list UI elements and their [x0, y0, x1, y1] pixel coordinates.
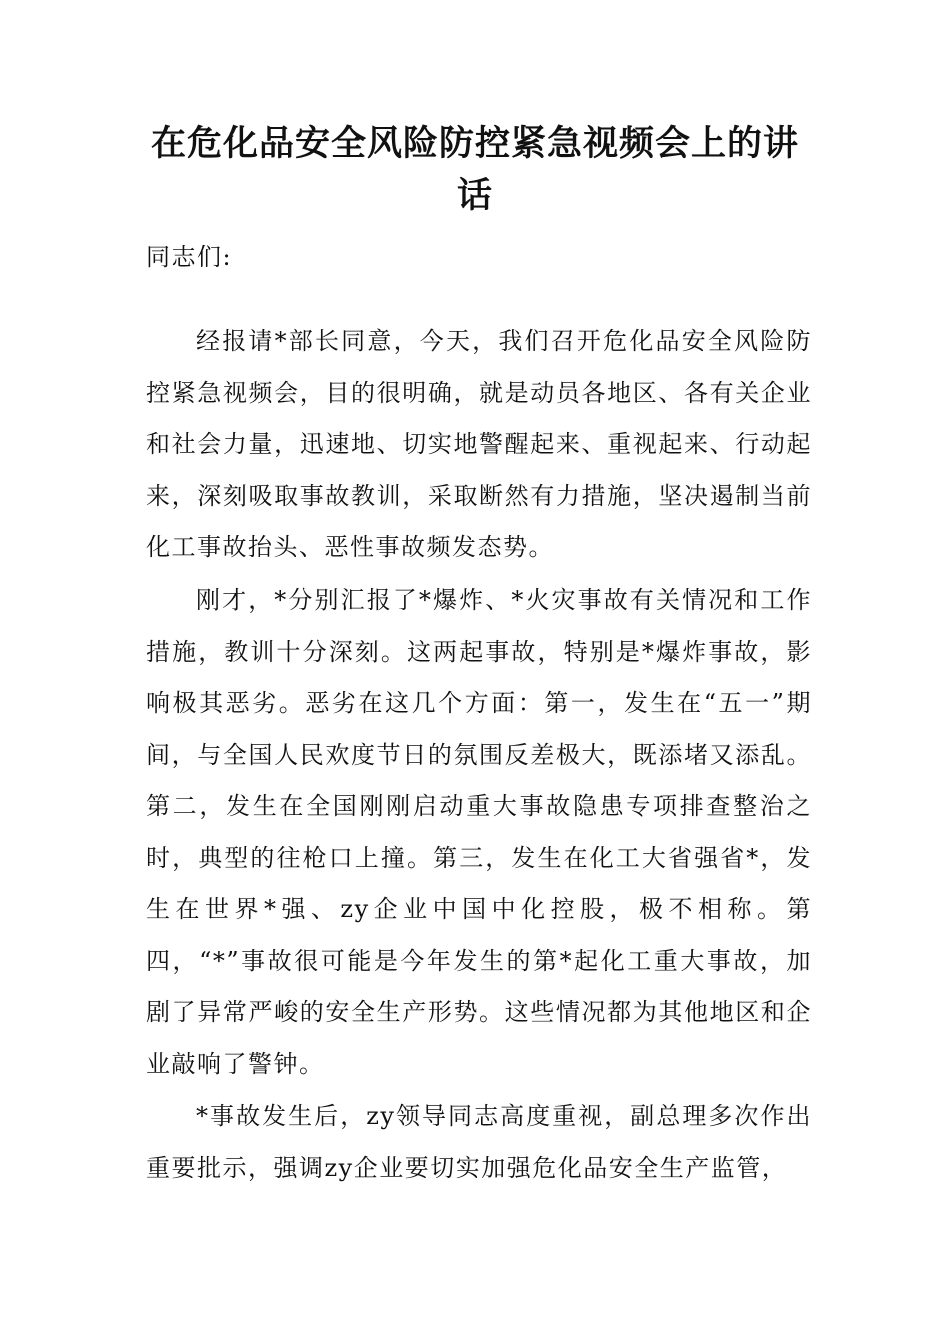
document-title: 在危化品安全风险防控紧急视频会上的讲话 [150, 123, 799, 216]
paragraph-3: *事故发生后，zy领导同志高度重视，副总理多次作出重要批示，强调zy企业要切实加强危化品安全生产监管， [146, 1102, 812, 1182]
salutation: 同志们: [146, 243, 233, 271]
paragraph-2: 刚才，*分别汇报了*爆炸、*火灾事故有关情况和工作措施，教训十分深刻。这两起事故，特别是*爆炸事故，影响极其恶劣。恶劣在这几个方面：第一，发生在“五一”期间，与全国人民欢度节日的氛围反差极大，既添堵又添乱。第二，发生在全国刚刚启动重大事故隐患专项排查整治之时，典型的往枪口上撞。第三，发生在化工大省强省*，发生在世界*强、zy企业中国中化控股，极不相称。第四，“*”事故很可能是今年发生的第*起化工重大事故，加剧了异常严峻的安全生产形势。这些情况都为其他地区和企业敲响了警钟。 [146, 586, 812, 1078]
paragraph-1: 经报请*部长同意，今天，我们召开危化品安全风险防控紧急视频会，目的很明确，就是动员各地区、各有关企业和社会力量，迅速地、切实地警醒起来、重视起来、行动起来，深刻吸取事故教训，采取断然有力措施，坚决遏制当前化工事故抬头、恶性事故频发态势。 [146, 327, 812, 561]
